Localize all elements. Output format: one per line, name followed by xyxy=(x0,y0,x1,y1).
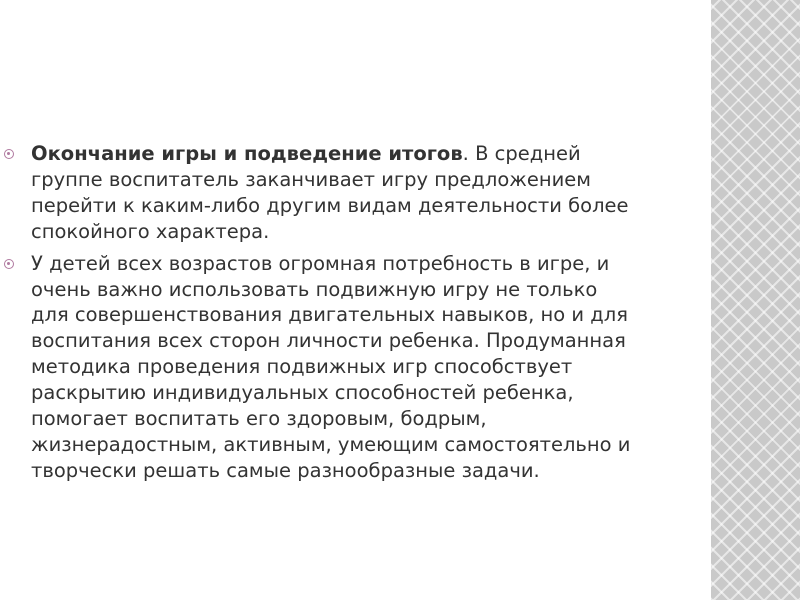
bullet-text: У детей всех возрастов огромная потребность в игре, и очень важно использовать подвижную игру не только для совершенствования двигательных навыков, но и для воспитания всех сторон личности ребенка. Продуманная методика проведения подвижных игр способствует раскрытию индивидуальных способностей ребенка, помогает воспитать его здоровым, бодрым, жизнерадостным, активным, умеющим самостоятельно и творчески решать самые разнообразные задачи. xyxy=(31,251,631,482)
bullet-item-game-ending xyxy=(0,141,640,245)
bullet-icon xyxy=(4,149,14,159)
bullet-text: . В средней группе воспитатель заканчивает игру предложением перейти к каким-либо другим видам деятельности более спокойного характера. xyxy=(31,142,629,243)
slide-body xyxy=(0,141,640,490)
bullet-bold-heading: Окончание игры и подведение итогов xyxy=(31,142,463,165)
bullet-item-play-importance xyxy=(0,251,640,484)
decorative-side-panel xyxy=(711,0,800,600)
bullet-icon xyxy=(4,259,14,269)
